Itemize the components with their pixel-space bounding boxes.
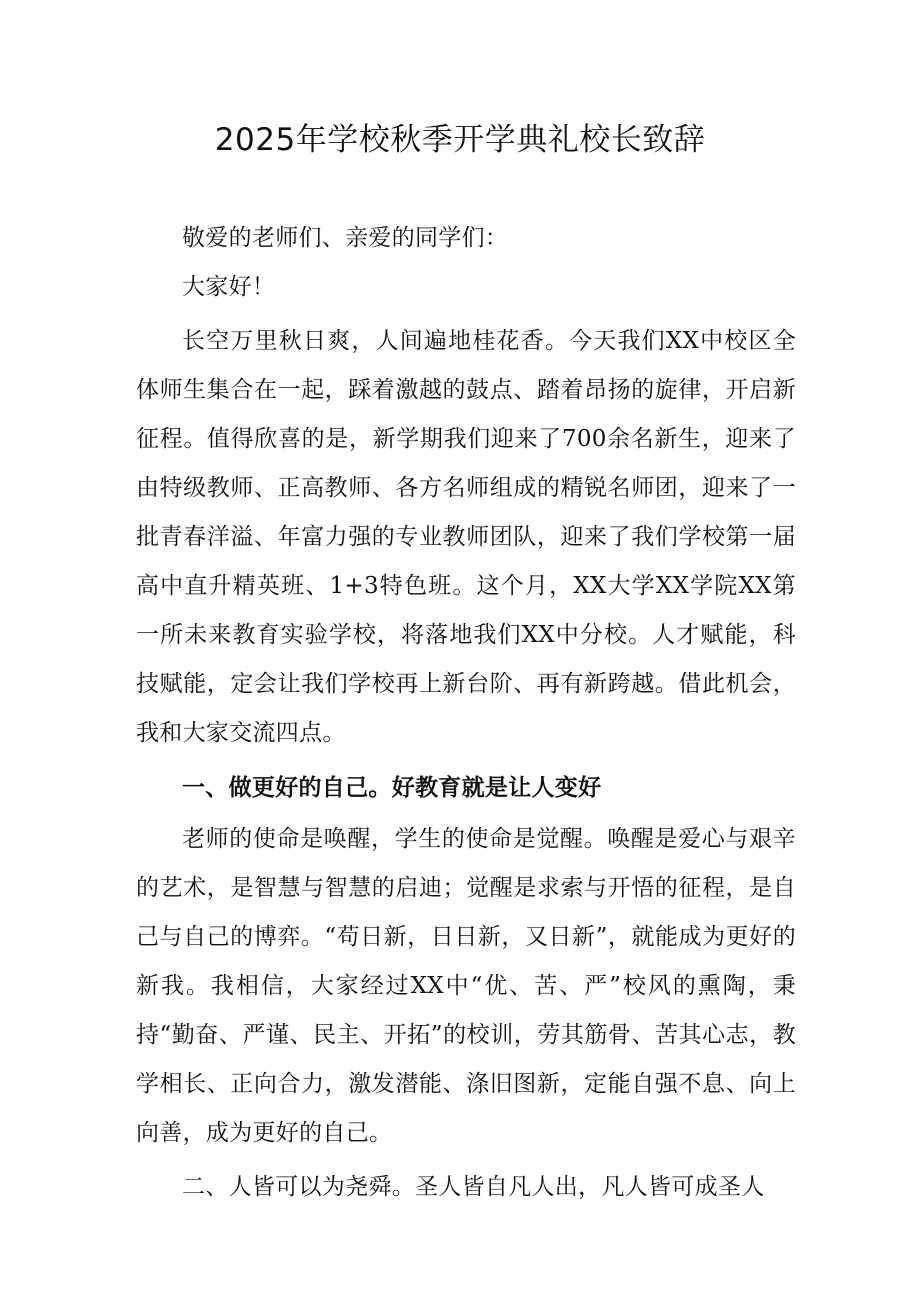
document-title: 2025年学校秋季开学典礼校长致辞 xyxy=(214,122,706,158)
section-1-heading: 一、做更好的自己。好教育就是让人变好 xyxy=(182,774,602,801)
document-body xyxy=(136,214,796,1217)
intro-paragraph: 长空万里秋日爽，人间遍地桂花香。今天我们XX中校区全体师生集合在一起，踩着激越的鼓点、踏着昂扬的旋律，开启新征程。值得欣喜的是，新学期我们迎来了700余名新生，迎来了由特级教师、正高教师、各方名师组成的精锐名师团，迎来了一批青春洋溢、年富力强的专业教师团队，迎来了我们学校第一届高中直升精英班、1+3特色班。这个月，XX大学XX学院XX第一所未来教育实验学校，将落地我们XX中分校。人才赋能，科技赋能，定会让我们学校再上新台阶、再有新跨越。借此机会，我和大家交流四点。 xyxy=(136,328,796,746)
salutation: 敬爱的老师们、亲爱的同学们： xyxy=(182,225,509,251)
greeting: 大家好！ xyxy=(182,274,276,300)
section-1-paragraph: 老师的使命是唤醒，学生的使命是觉醒。唤醒是爱心与艰辛的艺术，是智慧与智慧的启迪；觉醒是求索与开悟的征程，是自己与自己的博弈。“苟日新，日日新，又日新”，就能成为更好的新我。我相信，大家经过XX中“优、苦、严”校风的熏陶，秉持“勤奋、严谨、民主、开拓”的校训，劳其筋骨、苦其心志，教学相长、正向合力，激发潜能、涤旧图新，定能自强不息、向上向善，成为更好的自己。 xyxy=(136,826,796,1146)
section-2-heading: 二、人皆可以为尧舜。圣人皆自凡人出，凡人皆可成圣人 xyxy=(182,1174,765,1200)
